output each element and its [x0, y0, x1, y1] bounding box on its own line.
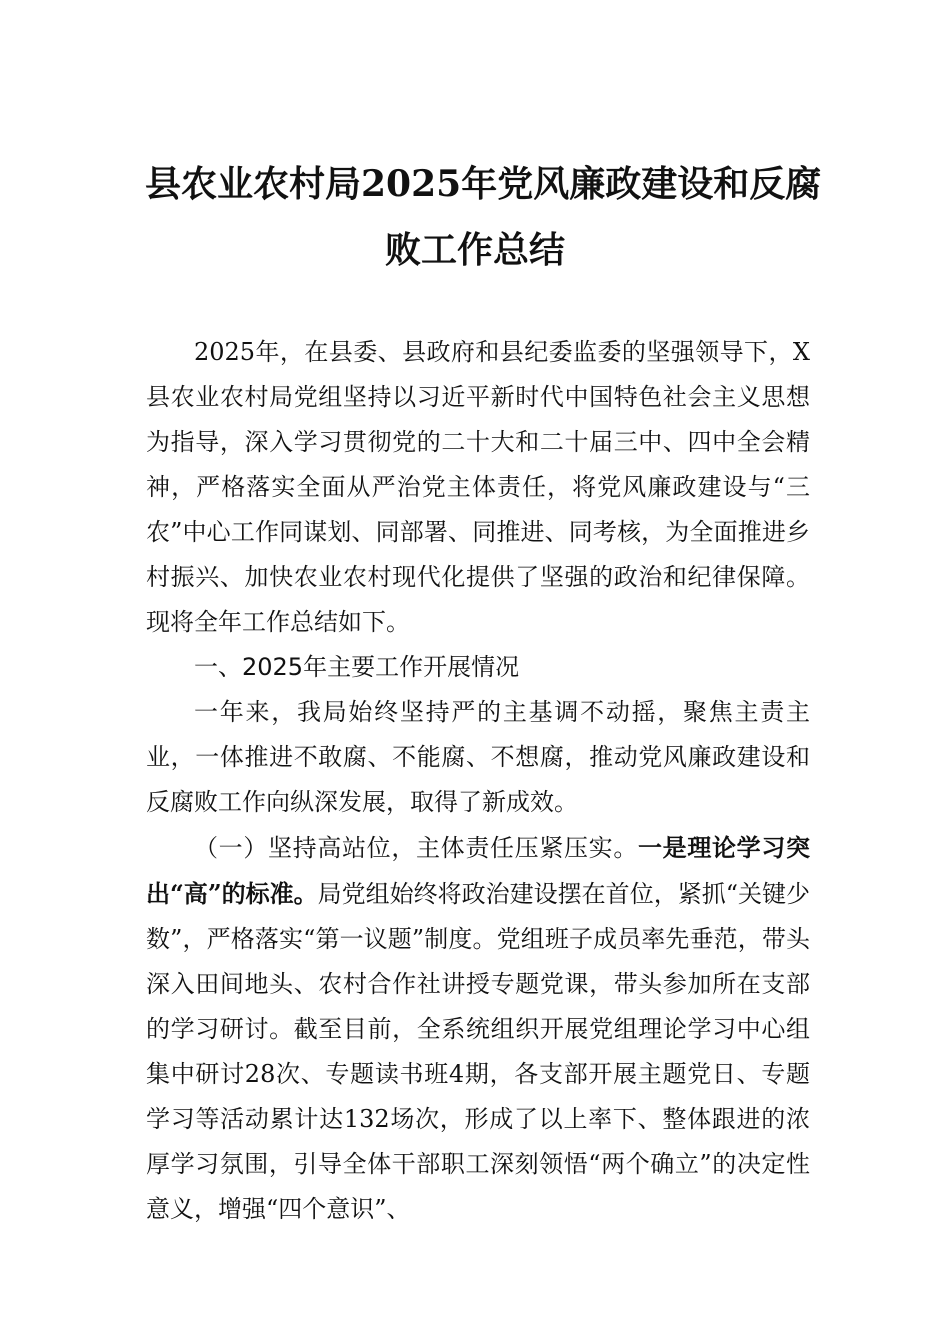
document-title-line1: 县农业农村局2025年党风廉政建设和反腐	[145, 163, 822, 205]
point-text: 局党组始终将政治建设摆在首位，紧抓“关键少数”，严格落实“第一议题”制度。党组班子成员率先垂范，带头深入田间地头、农村合作社讲授专题党课，带头参加所在支部的学习研讨。截至目前，全系统组织开展党组理论学习中心组集中研讨28次、专题读书班4期，各支部开展主题党日、专题学习等活动累计达132场次，形成了以上率下、整体跟进的浓厚学习氛围，引导全体干部职工深刻领悟“两个确立”的决定性意义，增强“四个意识”、	[146, 880, 810, 1223]
section-heading: 一、2025年主要工作开展情况	[194, 653, 520, 681]
section-intro-paragraph: 一年来，我局始终坚持严的主基调不动摇，聚焦主责主业，一体推进不敢腐、不能腐、不想腐，推动党风廉政建设和反腐败工作向纵深发展，取得了新成效。	[146, 698, 810, 816]
point-heading: 一是理论学习突出“高”的标准。	[146, 833, 810, 908]
subsection-paragraph	[146, 825, 810, 1232]
document-title-line2: 败工作总结	[384, 229, 565, 271]
subsection-heading: （一）坚持高站位，主体责任压紧压实。	[194, 834, 638, 862]
document-body	[146, 330, 810, 1232]
intro-paragraph: 2025年，在县委、县政府和县纪委监委的坚强领导下，X县农业农村局党组坚持以习近平新时代中国特色社会主义思想为指导，深入学习贯彻党的二十大和二十届三中、四中全会精神，严格落实全面从严治党主体责任，将党风廉政建设与“三农”中心工作同谋划、同部署、同推进、同考核，为全面推进乡村振兴、加快农业农村现代化提供了坚强的政治和纪律保障。现将全年工作总结如下。	[146, 338, 810, 636]
